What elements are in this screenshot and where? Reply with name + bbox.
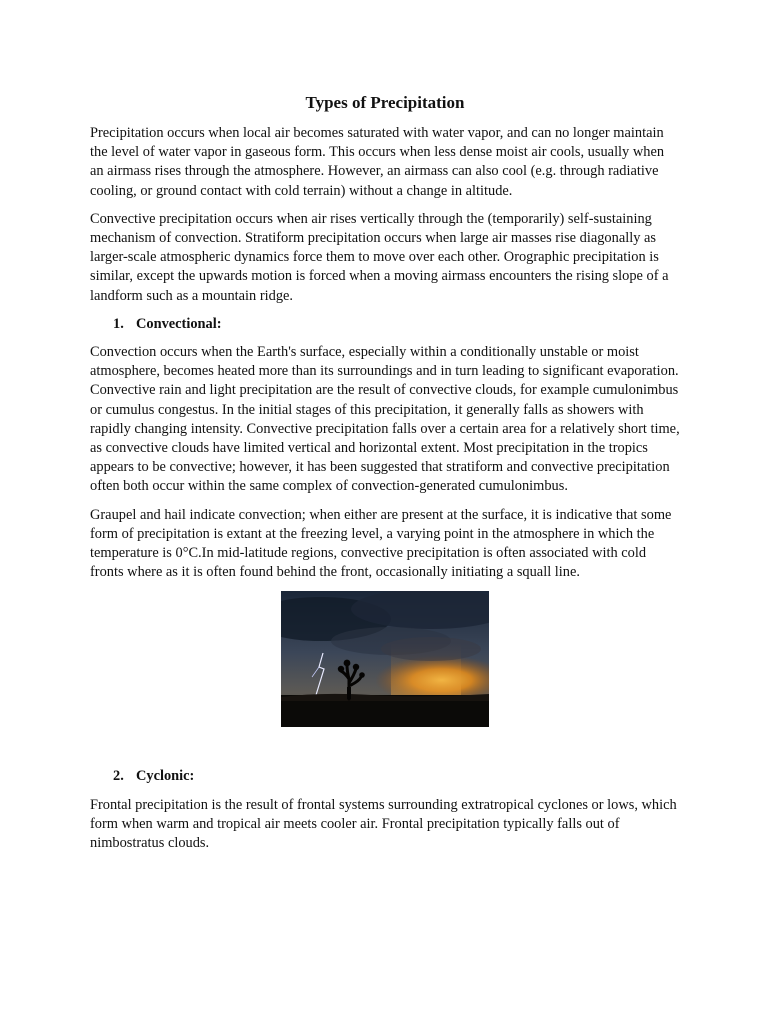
section-title: Cyclonic: bbox=[136, 768, 195, 785]
intro-paragraph: Precipitation occurs when local air becomes saturated with water vapor, and can no longer maintain the level of water vapor in gaseous form. This occurs when less dense moist air cools, usually when an airmass rises through the atmosphere. However, an airmass can also cool (e.g. through radiative cooling, or ground contact with cold terrain) without a change in altitude. bbox=[90, 125, 665, 199]
section-paragraph: Graupel and hail indicate convection; when either are present at the surface, it is indicative that some form of precipitation is extant at the freezing level, a varying point in the atmosphere in which the temperature is 0°C.In mid-latitude regions, convective precipitation is often associated with cold fronts where as it is often found behind the front, occasionally initiating a squall line. bbox=[90, 506, 672, 581]
figure-container bbox=[90, 591, 680, 727]
section-heading-convectional bbox=[90, 315, 680, 334]
document-body bbox=[90, 92, 680, 862]
page-title: Types of Precipitation bbox=[305, 93, 465, 112]
section-heading-cyclonic bbox=[90, 767, 680, 786]
section-paragraph: Convection occurs when the Earth's surface, especially within a conditionally unstable or moist atmosphere, becomes heated more than its surroundings and in turn leading to significant evaporation. Convective rain and light precipitation are the result of convective clouds, for example cumulonimbus or cumulus congestus. In the initial stages of this precipitation, it generally falls as showers with rapidly changing intensity. Convective precipitation falls over a certain area for a relatively short time, as convective clouds have limited vertical and horizontal extent. Most precipitation in the tropics appears to be convective; however, it has been suggested that stratiform and convective precipitation often both occur within the same complex of convection-generated cumulonimbus. bbox=[90, 344, 680, 495]
storm-photo-icon bbox=[281, 591, 489, 727]
section-number: 2. bbox=[113, 768, 124, 785]
section-paragraph: Frontal precipitation is the result of frontal systems surrounding extratropical cyclones or lows, which form when warm and tropical air meets cooler air. Frontal precipitation typically falls out of nimbostratus clouds. bbox=[90, 796, 677, 852]
intro-paragraph: Convective precipitation occurs when air rises vertically through the (temporarily) self-sustaining mechanism of convection. Stratiform precipitation occurs when large air masses rise diagonally as larger-scale atmospheric dynamics force them to move over each other. Orographic precipitation is similar, except the upwards motion is forced when a moving airmass encounters the rising slope of a landform such as a mountain ridge. bbox=[90, 210, 669, 304]
section-title: Convectional: bbox=[136, 315, 222, 332]
section-number: 1. bbox=[113, 315, 124, 332]
